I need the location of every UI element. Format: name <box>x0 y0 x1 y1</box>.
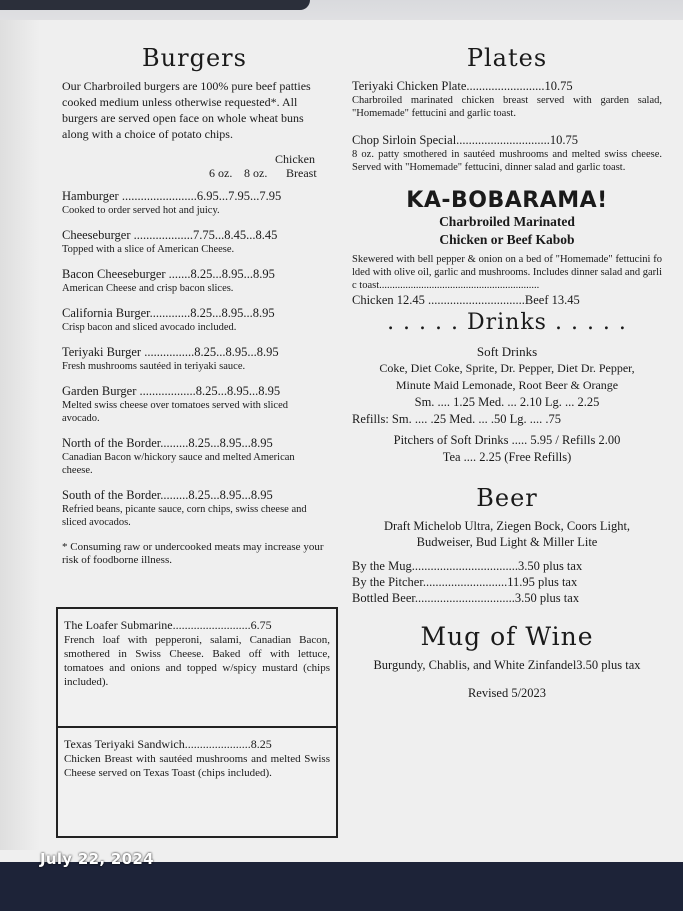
menu-item <box>62 227 327 256</box>
wine-line: Burgundy, Chablis, and White Zinfandel3.50 plus tax <box>373 658 641 672</box>
tea-price: Tea .... 2.25 (Free Refills) <box>442 450 572 464</box>
item-name: Cheeseburger ...................7.75...8.45...8.45 <box>62 228 278 242</box>
plate-item <box>352 132 662 174</box>
wine-title: Mug of Wine <box>420 622 594 651</box>
plates-title: Plates <box>466 44 548 72</box>
menu-item <box>62 344 327 373</box>
item-desc: Melted swiss cheese over tomatoes served with sliced avocado. <box>62 400 288 424</box>
item-desc: Fresh mushrooms sautéed in teriyaki sauce. <box>62 361 246 372</box>
table-surface <box>0 862 683 911</box>
menu-item <box>62 435 327 477</box>
item-desc: 8 oz. patty smothered in sautéed mushrooms and melted swiss cheese. Served with "Homemade" fettucini, dinner salad and garlic toast. <box>352 149 662 173</box>
item-desc: American Cheese and crisp bacon slices. <box>62 283 234 294</box>
soft-drinks-list-2: Minute Maid Lemonade, Root Beer & Orange <box>395 378 619 392</box>
soft-drink-refills: Refills: Sm. .... .25 Med. ... .50 Lg. .... .75 <box>352 412 562 426</box>
item-desc: Refried beans, picante sauce, corn chips, swiss cheese and sliced avocados. <box>62 504 307 528</box>
revised-date: Revised 5/2023 <box>467 686 547 700</box>
beer-list-2: Budweiser, Bud Light & Miller Lite <box>416 535 598 549</box>
menu-item <box>62 188 327 217</box>
col-chicken: Chicken <box>275 152 315 166</box>
food-safety-note: * Consuming raw or undercooked meats may increase your risk of foodborne illness. <box>62 541 324 566</box>
item-name: California Burger.............8.25...8.95...8.95 <box>62 306 275 320</box>
kabob-desc: Skewered with bell pepper & onion on a bed of "Homemade" fettucini folded with olive oil, garlic and mushrooms. Includes dinner salad and garlic toast............................................................. <box>352 254 662 291</box>
item-desc: Charbroiled marinated chicken breast served with garden salad, "Homemade" fettucini and garlic toast. <box>352 95 662 119</box>
kabob-title: KA-BOBARAMA! <box>406 188 608 213</box>
soft-drinks-heading: Soft Drinks <box>476 344 538 359</box>
col-8oz: 8 oz. <box>244 166 268 180</box>
sub-box-texas <box>56 726 338 838</box>
kabob-prices: Chicken 12.45 ...............................Beef 13.45 <box>352 293 580 307</box>
col-breast: Breast <box>286 166 317 180</box>
item-name: Chop Sirloin Special..............................10.75 <box>352 133 579 147</box>
item-desc: Cooked to order served hot and juicy. <box>62 205 220 216</box>
burgers-intro: Our Charbroiled burgers are 100% pure beef patties cooked medium unless otherwise requested*. All burgers are served open face on whole wheat buns along with a choice of potato chips. <box>62 79 311 141</box>
beer-list-1: Draft Michelob Ultra, Ziegen Bock, Coors Light, <box>383 519 631 533</box>
beer-title: Beer <box>476 484 538 512</box>
item-name: Teriyaki Chicken Plate.........................10.75 <box>352 79 573 93</box>
page-fold-shadow <box>0 20 40 850</box>
item-name: South of the Border.........8.25...8.95...8.95 <box>62 488 273 502</box>
beer-pitcher: By the Pitcher...........................11.95 plus tax <box>352 575 578 589</box>
menu-item <box>62 487 327 529</box>
price-columns-header <box>62 152 327 182</box>
soft-drink-sizes: Sm. .... 1.25 Med. ... 2.10 Lg. ... 2.25 <box>414 395 600 409</box>
col-6oz: 6 oz. <box>209 166 233 180</box>
drinks-title: . . . . . Drinks . . . . . <box>387 310 627 335</box>
menu-item <box>62 305 327 334</box>
kabob-subtitle-2: Chicken or Beef Kabob <box>439 232 575 247</box>
item-desc: Canadian Bacon w/hickory sauce and melted American cheese. <box>62 452 295 476</box>
soft-drink-pitchers: Pitchers of Soft Drinks ..... 5.95 / Refills 2.00 <box>393 433 621 447</box>
sub-box-loafer <box>56 607 338 731</box>
item-name: Hamburger ........................6.95...7.95...7.95 <box>62 189 282 203</box>
item-desc: Chicken Breast with sautéed mushrooms and melted Swiss Cheese served on Texas Toast (chips included). <box>64 753 330 779</box>
dark-object <box>0 0 310 10</box>
plate-item <box>352 78 662 120</box>
item-desc: French loaf with pepperoni, salami, Canadian Bacon, smothered in Swiss Cheese. Baked off with lettuce, tomatoes and onions and topped w/spicy mustard (chips included). <box>64 634 330 688</box>
kabob-subtitle-1: Charbroiled Marinated <box>439 214 575 229</box>
item-name: Bacon Cheeseburger .......8.25...8.95...8.95 <box>62 267 275 281</box>
right-column <box>352 40 662 701</box>
menu-item <box>62 266 327 295</box>
item-name: Teriyaki Burger ................8.25...8.95...8.95 <box>62 345 279 359</box>
burgers-title: Burgers <box>142 44 247 72</box>
item-name: North of the Border.........8.25...8.95...8.95 <box>62 436 273 450</box>
photo-date-stamp: July 22, 2024 <box>40 850 154 868</box>
item-name: Garden Burger ..................8.25...8.95...8.95 <box>62 384 281 398</box>
menu-item <box>62 383 327 425</box>
item-desc: Topped with a slice of American Cheese. <box>62 244 235 255</box>
soft-drinks-list-1: Coke, Diet Coke, Sprite, Dr. Pepper, Diet Dr. Pepper, <box>379 361 635 375</box>
item-name: The Loafer Submarine..........................6.75 <box>64 618 272 632</box>
item-name: Texas Teriyaki Sandwich......................8.25 <box>64 737 272 751</box>
burgers-column <box>62 40 327 567</box>
beer-bottled: Bottled Beer................................3.50 plus tax <box>352 591 580 605</box>
item-desc: Crisp bacon and sliced avocado included. <box>62 322 237 333</box>
beer-mug: By the Mug..................................3.50 plus tax <box>352 559 583 573</box>
